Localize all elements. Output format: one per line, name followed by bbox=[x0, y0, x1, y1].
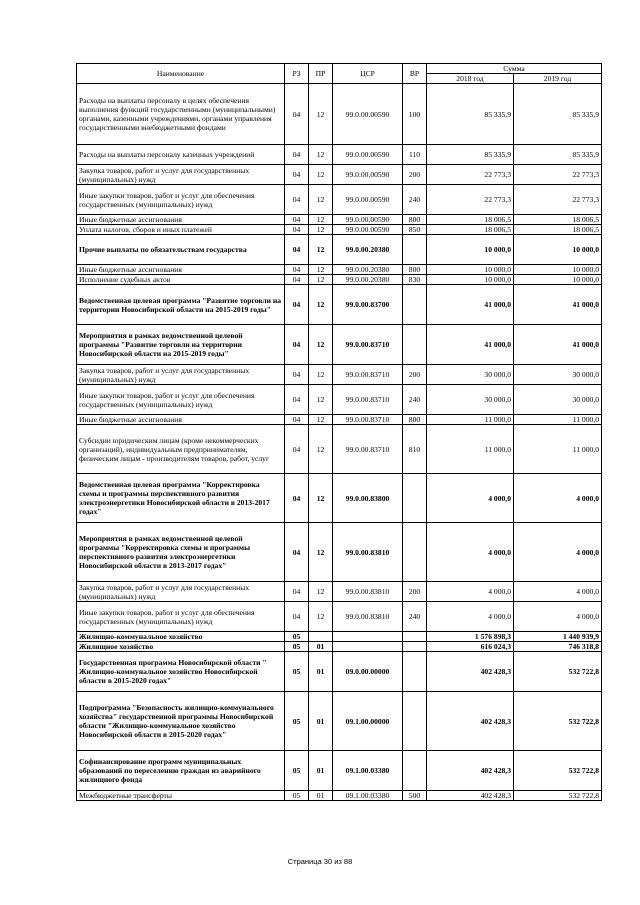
row-sum-2018: 18 006,5 bbox=[427, 225, 514, 235]
row-sum-2018: 402 428,3 bbox=[427, 751, 514, 791]
row-csr: 99.0.00.83700 bbox=[333, 285, 403, 325]
row-name: Прочие выплаты по обязательствам государства bbox=[77, 235, 285, 265]
row-sum-2019: 11 000,0 bbox=[514, 415, 602, 425]
row-sum-2019: 10 000,0 bbox=[514, 235, 602, 265]
table-row bbox=[77, 145, 602, 165]
row-sum-2018: 402 428,3 bbox=[427, 791, 514, 801]
table-row bbox=[77, 692, 602, 751]
row-sum-2018: 11 000,0 bbox=[427, 425, 514, 474]
row-pr: 12 bbox=[309, 145, 333, 165]
row-pr: 12 bbox=[309, 235, 333, 265]
row-rz: 04 bbox=[285, 602, 309, 632]
row-rz: 04 bbox=[285, 165, 309, 185]
row-sum-2019: 532 722,8 bbox=[514, 692, 602, 751]
row-vr bbox=[403, 285, 427, 325]
row-vr: 800 bbox=[403, 415, 427, 425]
row-sum-2018: 402 428,3 bbox=[427, 652, 514, 692]
row-vr: 110 bbox=[403, 145, 427, 165]
row-csr: 99.0.00.83710 bbox=[333, 415, 403, 425]
row-pr: 12 bbox=[309, 523, 333, 582]
row-name: Иные закупки товаров, работ и услуг для обеспечения государственных (муниципальных) нужд bbox=[77, 385, 285, 415]
row-name: Иные закупки товаров, работ и услуг для обеспечения государственных (муниципальных) нужд bbox=[77, 602, 285, 632]
row-rz: 04 bbox=[285, 474, 309, 523]
row-rz: 04 bbox=[285, 235, 309, 265]
row-name: Мероприятия в рамках ведомственной целевой программы "Развитие торговли на территории Новосибирской области на 2015-2019 годы" bbox=[77, 325, 285, 365]
row-vr: 810 bbox=[403, 425, 427, 474]
table-row bbox=[77, 642, 602, 652]
row-rz: 05 bbox=[285, 692, 309, 751]
row-rz: 05 bbox=[285, 791, 309, 801]
row-csr: 09.1.00.03380 bbox=[333, 791, 403, 801]
row-sum-2019: 85 335,9 bbox=[514, 84, 602, 145]
table-row bbox=[77, 185, 602, 215]
row-sum-2018: 4 000,0 bbox=[427, 602, 514, 632]
row-csr: 99.0.00.00590 bbox=[333, 215, 403, 225]
table-row bbox=[77, 602, 602, 632]
row-sum-2019: 4 000,0 bbox=[514, 474, 602, 523]
row-pr: 12 bbox=[309, 84, 333, 145]
row-csr: 99.0.00.00590 bbox=[333, 225, 403, 235]
table-row bbox=[77, 652, 602, 692]
row-pr: 12 bbox=[309, 225, 333, 235]
row-name: Закупка товаров, работ и услуг для государственных (муниципальных) нужд bbox=[77, 582, 285, 602]
row-csr: 99.0.00.83710 bbox=[333, 365, 403, 385]
row-rz: 05 bbox=[285, 642, 309, 652]
row-sum-2018: 22 773,3 bbox=[427, 185, 514, 215]
row-csr: 99.0.00.00590 bbox=[333, 165, 403, 185]
table-row bbox=[77, 751, 602, 791]
row-sum-2019: 532 722,8 bbox=[514, 751, 602, 791]
row-pr: 12 bbox=[309, 275, 333, 285]
row-name: Иные бюджетные ассигнования bbox=[77, 215, 285, 225]
row-sum-2019: 41 000,0 bbox=[514, 285, 602, 325]
row-vr bbox=[403, 751, 427, 791]
row-sum-2019: 1 440 939,9 bbox=[514, 632, 602, 642]
row-csr: 99.0.00.20380 bbox=[333, 235, 403, 265]
row-rz: 04 bbox=[285, 225, 309, 235]
budget-table bbox=[76, 63, 602, 801]
row-rz: 04 bbox=[285, 523, 309, 582]
row-name: Расходы на выплаты персоналу казенных учреждений bbox=[77, 145, 285, 165]
row-pr bbox=[309, 632, 333, 642]
row-vr bbox=[403, 474, 427, 523]
row-sum-2018: 4 000,0 bbox=[427, 523, 514, 582]
row-rz: 04 bbox=[285, 325, 309, 365]
row-name: Закупка товаров, работ и услуг для государственных (муниципальных) нужд bbox=[77, 365, 285, 385]
row-pr: 12 bbox=[309, 285, 333, 325]
header-rz: РЗ bbox=[285, 64, 309, 84]
row-sum-2019: 746 318,8 bbox=[514, 642, 602, 652]
table-row bbox=[77, 632, 602, 642]
row-rz: 04 bbox=[285, 275, 309, 285]
row-vr: 240 bbox=[403, 602, 427, 632]
table-row bbox=[77, 415, 602, 425]
row-csr: 99.0.00.20380 bbox=[333, 275, 403, 285]
row-pr: 01 bbox=[309, 642, 333, 652]
row-sum-2018: 85 335,9 bbox=[427, 84, 514, 145]
row-csr: 09.0.00.00000 bbox=[333, 652, 403, 692]
row-sum-2019: 11 000,0 bbox=[514, 425, 602, 474]
row-vr: 850 bbox=[403, 225, 427, 235]
row-vr: 240 bbox=[403, 185, 427, 215]
row-csr: 99.0.00.83810 bbox=[333, 523, 403, 582]
row-vr: 200 bbox=[403, 365, 427, 385]
row-pr: 12 bbox=[309, 215, 333, 225]
row-name: Субсидии юридическим лицам (кроме некоммерческих организаций), индивидуальным предпринимателям, физическим лицам - производителям товаров, работ, услуг bbox=[77, 425, 285, 474]
row-sum-2019: 22 773,3 bbox=[514, 185, 602, 215]
row-pr: 12 bbox=[309, 385, 333, 415]
row-rz: 04 bbox=[285, 365, 309, 385]
row-pr: 01 bbox=[309, 692, 333, 751]
row-vr: 200 bbox=[403, 582, 427, 602]
row-sum-2019: 18 006,5 bbox=[514, 225, 602, 235]
row-rz: 05 bbox=[285, 751, 309, 791]
row-sum-2019: 41 000,0 bbox=[514, 325, 602, 365]
row-sum-2019: 18 006,5 bbox=[514, 215, 602, 225]
row-vr bbox=[403, 325, 427, 365]
row-rz: 05 bbox=[285, 632, 309, 642]
row-pr: 12 bbox=[309, 185, 333, 215]
header-csr: ЦСР bbox=[333, 64, 403, 84]
row-csr: 99.0.00.83710 bbox=[333, 325, 403, 365]
table-row bbox=[77, 791, 602, 801]
row-csr bbox=[333, 632, 403, 642]
table-row bbox=[77, 165, 602, 185]
row-sum-2018: 30 000,0 bbox=[427, 365, 514, 385]
row-rz: 04 bbox=[285, 265, 309, 275]
table-row bbox=[77, 474, 602, 523]
row-rz: 04 bbox=[285, 215, 309, 225]
row-sum-2019: 4 000,0 bbox=[514, 582, 602, 602]
row-sum-2018: 41 000,0 bbox=[427, 325, 514, 365]
row-csr: 99.0.00.83810 bbox=[333, 602, 403, 632]
table-row bbox=[77, 84, 602, 145]
row-vr bbox=[403, 652, 427, 692]
header-sum: Сумма bbox=[427, 64, 602, 74]
row-csr: 99.0.00.00590 bbox=[333, 84, 403, 145]
row-csr: 99.0.00.20380 bbox=[333, 265, 403, 275]
row-name: Иные закупки товаров, работ и услуг для обеспечения государственных (муниципальных) нужд bbox=[77, 185, 285, 215]
row-vr: 200 bbox=[403, 165, 427, 185]
table-row bbox=[77, 265, 602, 275]
row-sum-2019: 4 000,0 bbox=[514, 523, 602, 582]
row-sum-2019: 30 000,0 bbox=[514, 385, 602, 415]
table-row bbox=[77, 275, 602, 285]
row-sum-2018: 10 000,0 bbox=[427, 265, 514, 275]
row-rz: 04 bbox=[285, 582, 309, 602]
row-csr: 09.1.00.03380 bbox=[333, 751, 403, 791]
row-csr: 09.1.00.00000 bbox=[333, 692, 403, 751]
row-sum-2019: 532 722,8 bbox=[514, 652, 602, 692]
row-name: Иные бюджетные ассигнования bbox=[77, 265, 285, 275]
row-pr: 01 bbox=[309, 652, 333, 692]
table-row bbox=[77, 582, 602, 602]
row-name: Софинансирование программ муниципальных образований по переселению граждан из аварийного жилищного фонда bbox=[77, 751, 285, 791]
row-sum-2018: 616 024,3 bbox=[427, 642, 514, 652]
row-sum-2019: 532 722,8 bbox=[514, 791, 602, 801]
row-name: Подпрограмма "Безопасность жилищно-коммунального хозяйства" государственной программы Новосибирской области "Жилищно-коммунальное хозяйство Новосибирской области в 2015-2020 годах" bbox=[77, 692, 285, 751]
row-sum-2018: 4 000,0 bbox=[427, 582, 514, 602]
row-pr: 12 bbox=[309, 325, 333, 365]
row-pr: 12 bbox=[309, 425, 333, 474]
row-vr bbox=[403, 642, 427, 652]
table-row bbox=[77, 425, 602, 474]
row-csr: 99.0.00.83810 bbox=[333, 582, 403, 602]
row-vr: 830 bbox=[403, 275, 427, 285]
row-sum-2019: 10 000,0 bbox=[514, 265, 602, 275]
row-name: Уплата налогов, сборов и иных платежей bbox=[77, 225, 285, 235]
row-sum-2018: 1 576 898,3 bbox=[427, 632, 514, 642]
row-pr: 12 bbox=[309, 602, 333, 632]
row-name: Жилищно-коммунальное хозяйство bbox=[77, 632, 285, 642]
row-pr: 01 bbox=[309, 751, 333, 791]
row-sum-2018: 402 428,3 bbox=[427, 692, 514, 751]
row-rz: 04 bbox=[285, 185, 309, 215]
table-row bbox=[77, 523, 602, 582]
row-pr: 12 bbox=[309, 415, 333, 425]
row-name: Жилищное хозяйство bbox=[77, 642, 285, 652]
table-body bbox=[77, 84, 602, 801]
row-name: Государственная программа Новосибирской области " Жилищно-коммунальное хозяйство Новосибирской области в 2015-2020 годах" bbox=[77, 652, 285, 692]
row-pr: 12 bbox=[309, 365, 333, 385]
page-footer: Страница 30 из 88 bbox=[287, 857, 353, 866]
row-vr: 800 bbox=[403, 265, 427, 275]
header-year-2019: 2019 год bbox=[514, 74, 602, 84]
row-rz: 04 bbox=[285, 285, 309, 325]
row-name: Ведомственная целевая программа "Развитие торговли на территории Новосибирской области на 2015-2019 годы" bbox=[77, 285, 285, 325]
row-vr bbox=[403, 692, 427, 751]
row-vr bbox=[403, 235, 427, 265]
row-csr: 99.0.00.83800 bbox=[333, 474, 403, 523]
row-name: Ведомственная целевая программа "Корректировка схемы и программы перспективного развития электроэнергетики Новосибирской области в 2013-2017 годах" bbox=[77, 474, 285, 523]
row-pr: 12 bbox=[309, 582, 333, 602]
row-sum-2018: 10 000,0 bbox=[427, 235, 514, 265]
row-sum-2019: 4 000,0 bbox=[514, 602, 602, 632]
row-sum-2018: 18 006,5 bbox=[427, 215, 514, 225]
row-pr: 12 bbox=[309, 265, 333, 275]
row-rz: 04 bbox=[285, 415, 309, 425]
row-sum-2019: 30 000,0 bbox=[514, 365, 602, 385]
header-year-2018: 2018 год bbox=[427, 74, 514, 84]
header-vr: ВР bbox=[403, 64, 427, 84]
table-row bbox=[77, 225, 602, 235]
row-csr: 99.0.00.00590 bbox=[333, 145, 403, 165]
row-name: Иные бюджетные ассигнования bbox=[77, 415, 285, 425]
header-pr: ПР bbox=[309, 64, 333, 84]
table-row bbox=[77, 285, 602, 325]
row-csr: 99.0.00.00590 bbox=[333, 185, 403, 215]
row-name: Межбюджетные трансферты bbox=[77, 791, 285, 801]
row-rz: 04 bbox=[285, 425, 309, 474]
row-name: Расходы на выплаты персоналу в целях обеспечения выполнения функций государственными (муниципальными) органами, казенными учреждениями, органами управления государственными внебюджетными фондами bbox=[77, 84, 285, 145]
row-rz: 04 bbox=[285, 84, 309, 145]
row-name: Закупка товаров, работ и услуг для государственных (муниципальных) нужд bbox=[77, 165, 285, 185]
table-row bbox=[77, 235, 602, 265]
row-name: Исполнение судебных актов bbox=[77, 275, 285, 285]
table-row bbox=[77, 385, 602, 415]
row-rz: 05 bbox=[285, 652, 309, 692]
row-rz: 04 bbox=[285, 145, 309, 165]
row-rz: 04 bbox=[285, 385, 309, 415]
row-vr: 500 bbox=[403, 791, 427, 801]
row-sum-2019: 10 000,0 bbox=[514, 275, 602, 285]
row-sum-2019: 85 335,9 bbox=[514, 145, 602, 165]
row-csr: 99.0.00.83710 bbox=[333, 385, 403, 415]
table-row bbox=[77, 365, 602, 385]
row-sum-2018: 30 000,0 bbox=[427, 385, 514, 415]
row-pr: 12 bbox=[309, 165, 333, 185]
row-name: Мероприятия в рамках ведомственной целевой программы "Корректировка схемы и программы перспективного развития электроэнергетики Новосибирской области в 2013-2017 годах" bbox=[77, 523, 285, 582]
row-vr bbox=[403, 632, 427, 642]
row-pr: 01 bbox=[309, 791, 333, 801]
table-row bbox=[77, 215, 602, 225]
row-sum-2018: 4 000,0 bbox=[427, 474, 514, 523]
row-sum-2018: 22 773,3 bbox=[427, 165, 514, 185]
row-vr: 240 bbox=[403, 385, 427, 415]
row-sum-2019: 22 773,3 bbox=[514, 165, 602, 185]
row-vr: 800 bbox=[403, 215, 427, 225]
row-sum-2018: 41 000,0 bbox=[427, 285, 514, 325]
row-csr: 99.0.00.83710 bbox=[333, 425, 403, 474]
row-vr bbox=[403, 523, 427, 582]
row-sum-2018: 10 000,0 bbox=[427, 275, 514, 285]
row-csr bbox=[333, 642, 403, 652]
row-pr: 12 bbox=[309, 474, 333, 523]
table-row bbox=[77, 325, 602, 365]
row-vr: 100 bbox=[403, 84, 427, 145]
header-name: Наименование bbox=[77, 64, 285, 84]
row-sum-2018: 11 000,0 bbox=[427, 415, 514, 425]
row-sum-2018: 85 335,9 bbox=[427, 145, 514, 165]
